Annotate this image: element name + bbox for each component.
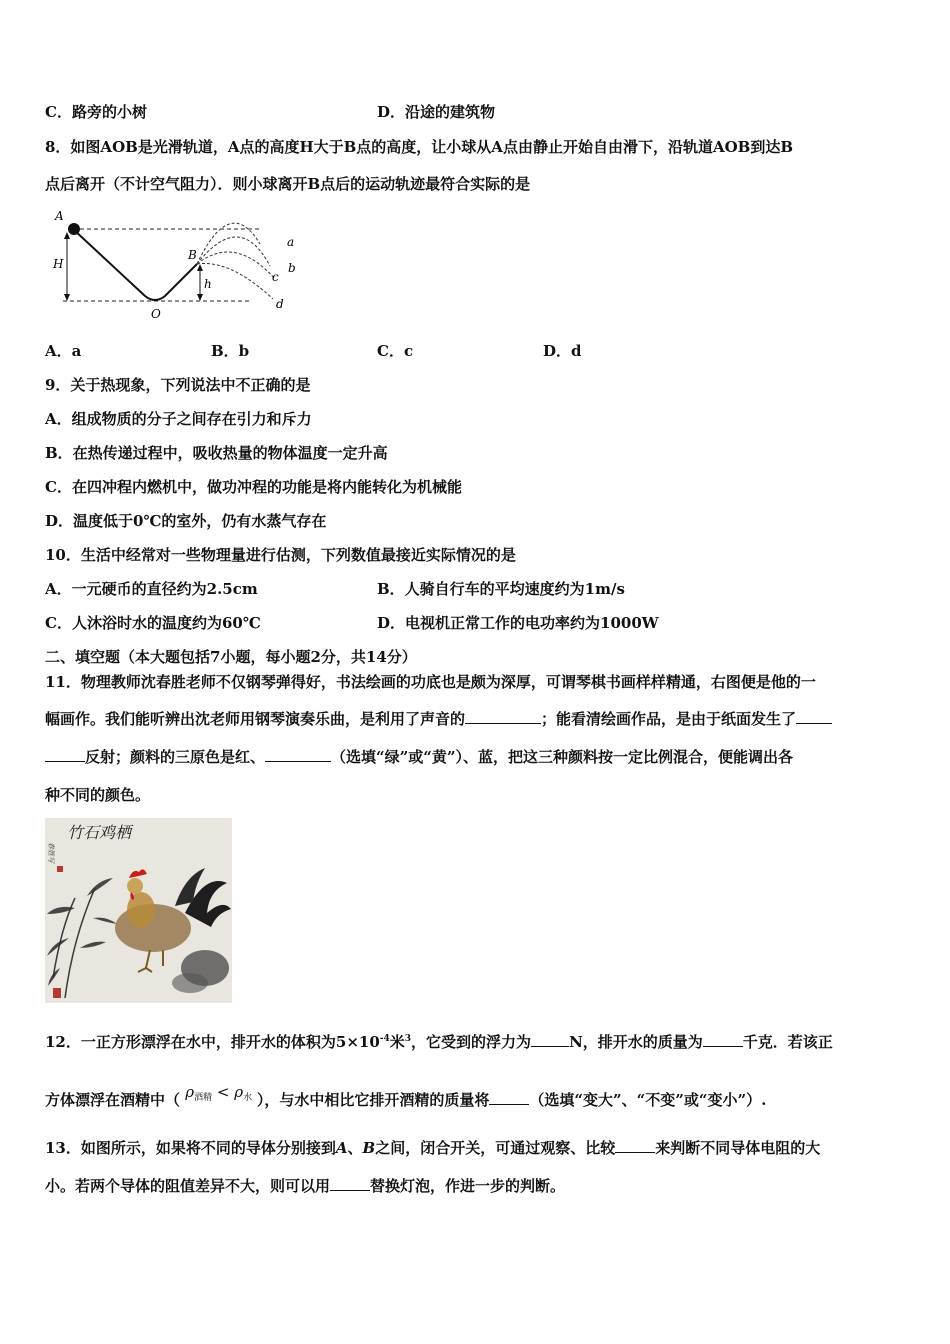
q12-blank-mass[interactable] [703, 1032, 743, 1047]
q9-option-c: C．在四冲程内燃机中，做功冲程的功能是将内能转化为机械能 [45, 478, 462, 496]
q11-line3-text-b: （选填“绿”或“黄”）、蓝，把这三种颜料按一定比例混合，便能调出各 [331, 748, 794, 766]
q8-option-a: A．a [45, 342, 82, 360]
q12-line2-text-b: ），与水中相比它排开酒精的质量将 [256, 1091, 490, 1109]
q9-option-d: D．温度低于0℃的室外，仍有水蒸气存在 [45, 512, 327, 530]
q13-blank-replace[interactable] [330, 1176, 370, 1191]
ball [68, 223, 80, 235]
label-b-point: B [188, 248, 197, 262]
q12-stem-line1 [45, 1029, 833, 1052]
q12-exponent: -4 [379, 1034, 390, 1044]
label-trajectory-b: b [288, 261, 296, 275]
q12-line1-text-d: N，排开水的质量为 [569, 1033, 703, 1051]
q13-stem-line2 [45, 1176, 565, 1196]
label-trajectory-a: a [287, 235, 295, 249]
q12-line1-text-a: 12．一正方形漂浮在水中，排开水的体积为5×10 [45, 1033, 380, 1051]
q13-line1-text-c: 来判断不同导体电阻的大 [655, 1139, 821, 1157]
q13-blank-observe[interactable] [615, 1138, 655, 1153]
q11-stem-line1: 11．物理教师沈春胜老师不仅钢琴弹得好，书法绘画的功底也是颇为深厚，可谓琴棋书画样样精通，右图便是他的一 [45, 673, 816, 691]
q10-option-c: C．人沐浴时水的温度约为60℃ [45, 614, 261, 632]
q8-option-b: B．b [211, 342, 250, 360]
painting-title: 竹石鸡栖 [67, 823, 132, 842]
q11-blank-2-part2[interactable] [45, 747, 85, 762]
q11-line3-text-a: 反射；颜料的三原色是红、 [85, 748, 266, 766]
q11-stem-line4: 种不同的颜色。 [45, 786, 151, 804]
track-aob [73, 229, 197, 300]
q13-stem-line1 [45, 1138, 820, 1158]
q11-stem-line3 [45, 747, 793, 767]
q12-blank-buoyancy[interactable] [531, 1032, 569, 1047]
q13-line1-text-a: 13．如图所示，如果将不同的导体分别接到 [45, 1139, 336, 1157]
q10-option-d: D．电视机正常工作的电功率约为1000W [377, 614, 659, 632]
q8-stem-line2: 点后离开（不计空气阻力）．则小球离开B点后的运动轨迹最符合实际的是 [45, 175, 531, 193]
trajectory-b [197, 237, 270, 266]
label-h-small: h [204, 277, 212, 291]
q11-blank-2-part1[interactable] [796, 709, 832, 724]
q11-blank-3[interactable] [265, 747, 331, 762]
q13-separator: 、 [347, 1139, 363, 1157]
label-a-point: A [55, 209, 64, 223]
q12-blank-alcohol-mass[interactable] [489, 1090, 529, 1105]
q7-option-d: D．沿途的建筑物 [377, 103, 496, 121]
q12-line1-text-e: 千克．若该正 [742, 1033, 833, 1051]
q11-blank-1[interactable] [465, 709, 541, 724]
q11-rooster-painting [45, 818, 232, 1003]
q13-point-b: B [362, 1139, 376, 1157]
q12-exponent-2: 3 [404, 1034, 412, 1044]
label-o-point: O [151, 307, 161, 321]
q13-line2-text-a: 小。若两个导体的阻值差异不大，则可以用 [45, 1177, 331, 1195]
q12-stem-line2 [45, 1083, 767, 1116]
q13-point-a: A [335, 1139, 348, 1157]
label-trajectory-d: d [276, 297, 284, 311]
rho-alcohol: ρ [185, 1083, 195, 1101]
q8-track-figure [45, 204, 305, 326]
section-heading-fill-in: 二、填空题（本大题包括7小题，每小题2分，共14分） [45, 648, 417, 666]
rho-sub-alcohol: 酒精 [194, 1093, 213, 1103]
q12-density-expression [185, 1083, 257, 1101]
q11-line2-text-a: 幅画作。我们能听辨出沈老师用钢琴演奏乐曲，是利用了声音的 [45, 710, 466, 728]
q10-stem: 10．生活中经常对一些物理量进行估测，下列数值最接近实际情况的是 [45, 546, 516, 564]
rho-sub-water: 水 [243, 1093, 253, 1103]
q13-line1-text-b: 之间，闭合开关，可通过观察、比较 [375, 1139, 616, 1157]
rho-water: ρ [234, 1083, 244, 1101]
q12-line2-text-c: （选填“变大”、“不变”或“变小”）. [529, 1091, 767, 1109]
label-trajectory-c: c [272, 270, 279, 284]
q10-option-b: B．人骑自行车的平均速度约为1m/s [377, 580, 625, 598]
q11-stem-line2 [45, 709, 832, 729]
q9-stem: 9．关于热现象，下列说法中不正确的是 [45, 376, 311, 394]
less-than-sign: < [216, 1083, 230, 1101]
q10-option-a: A．一元硬币的直径约为2.5cm [45, 580, 258, 598]
q7-option-c: C．路旁的小树 [45, 103, 147, 121]
q8-stem-line1: 8．如图AOB是光滑轨道，A点的高度H大于B点的高度，让小球从A点由静止开始自由滑下，沿轨道AOB到达B [45, 138, 794, 156]
q12-line2-text-a: 方体漂浮在酒精中（ [45, 1091, 181, 1109]
q8-option-d: D．d [543, 342, 582, 360]
q12-line1-unit: 米 [389, 1033, 405, 1051]
q11-line2-text-b: ；能看清绘画作品，是由于纸面发生了 [541, 710, 797, 728]
trajectory-c [197, 252, 275, 279]
q12-line1-text-c: ，它受到的浮力为 [411, 1033, 532, 1051]
label-h-big: H [53, 257, 64, 271]
q9-option-a: A．组成物质的分子之间存在引力和斥力 [45, 410, 312, 428]
q13-line2-text-b: 替换灯泡，作进一步的判断。 [370, 1177, 566, 1195]
painting-inscription: 春胜写 [47, 842, 55, 863]
q9-option-b: B．在热传递过程中，吸收热量的物体温度一定升高 [45, 444, 388, 462]
q8-option-c: C．c [377, 342, 414, 360]
